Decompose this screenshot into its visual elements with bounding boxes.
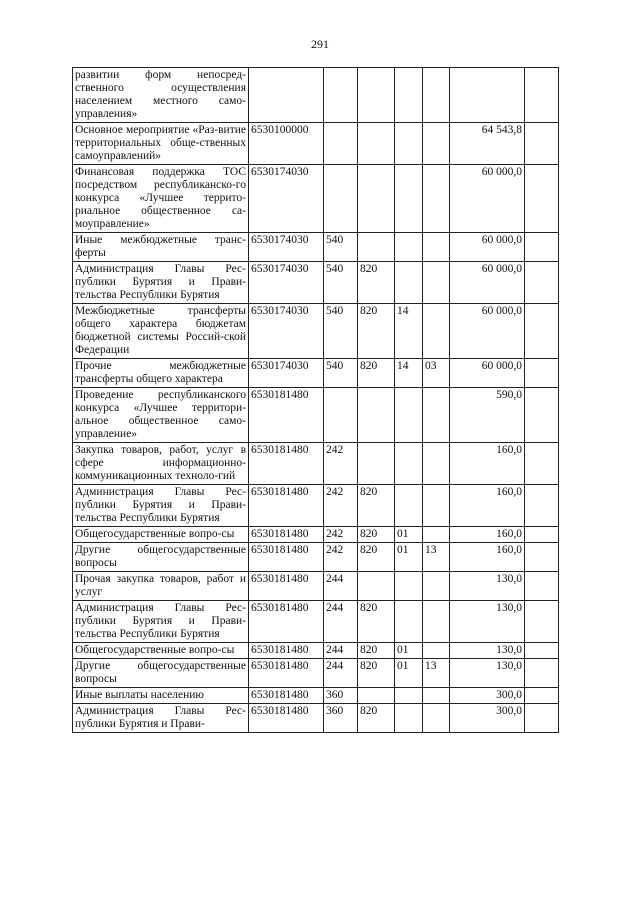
row-name-cell: Проведение республиканского конкурса «Лучшее территори-альное общественное само-управление» <box>73 388 249 443</box>
administrator-cell: 820 <box>358 359 395 388</box>
section-cell: 01 <box>395 643 423 659</box>
amount-cell: 300,0 <box>450 704 525 733</box>
target-code-cell: 6530174030 <box>249 359 324 388</box>
table-body <box>73 68 559 733</box>
table-row <box>73 659 559 688</box>
row-name-cell: Другие общегосударственные вопросы <box>73 543 249 572</box>
table-row <box>73 704 559 733</box>
subsection-cell <box>423 704 450 733</box>
target-code-cell: 6530181480 <box>249 688 324 704</box>
row-name-cell: Другие общегосударственные вопросы <box>73 659 249 688</box>
administrator-cell: 820 <box>358 304 395 359</box>
amount-cell: 590,0 <box>450 388 525 443</box>
expense-type-cell: 540 <box>324 262 358 304</box>
section-cell <box>395 443 423 485</box>
row-name-cell: Администрация Главы Рес-публики Бурятия и Прави-тельства Республики Бурятия <box>73 262 249 304</box>
section-cell: 14 <box>395 304 423 359</box>
target-code-cell: 6530181480 <box>249 527 324 543</box>
section-cell <box>395 233 423 262</box>
table-row <box>73 543 559 572</box>
target-code-cell <box>249 68 324 123</box>
subsection-cell: 03 <box>423 359 450 388</box>
expense-type-cell: 244 <box>324 601 358 643</box>
table-row <box>73 443 559 485</box>
empty-cell <box>525 443 559 485</box>
target-code-cell: 6530174030 <box>249 165 324 233</box>
subsection-cell <box>423 643 450 659</box>
section-cell <box>395 704 423 733</box>
empty-cell <box>525 688 559 704</box>
expense-type-cell: 242 <box>324 527 358 543</box>
subsection-cell <box>423 304 450 359</box>
row-name-cell: Межбюджетные трансферты общего характера бюджетам бюджетной системы Россий-ской Федерации <box>73 304 249 359</box>
amount-cell: 64 543,8 <box>450 123 525 165</box>
subsection-cell <box>423 233 450 262</box>
administrator-cell <box>358 165 395 233</box>
administrator-cell: 820 <box>358 643 395 659</box>
target-code-cell: 6530181480 <box>249 659 324 688</box>
empty-cell <box>525 543 559 572</box>
row-name-cell: Закупка товаров, работ, услуг в сфере информационно-коммуникационных техноло-гий <box>73 443 249 485</box>
amount-cell: 300,0 <box>450 688 525 704</box>
empty-cell <box>525 485 559 527</box>
row-name-cell: Иные межбюджетные транс-ферты <box>73 233 249 262</box>
empty-cell <box>525 262 559 304</box>
expense-type-cell: 540 <box>324 304 358 359</box>
expense-type-cell: 242 <box>324 443 358 485</box>
administrator-cell: 820 <box>358 543 395 572</box>
table-row <box>73 388 559 443</box>
section-cell: 14 <box>395 359 423 388</box>
row-name-cell: развитии форм непосред-ственного осуществления населением местного само-управления» <box>73 68 249 123</box>
subsection-cell <box>423 443 450 485</box>
administrator-cell: 820 <box>358 659 395 688</box>
table-row <box>73 527 559 543</box>
amount-cell: 130,0 <box>450 601 525 643</box>
empty-cell <box>525 572 559 601</box>
subsection-cell <box>423 485 450 527</box>
subsection-cell <box>423 165 450 233</box>
row-name-cell: Общегосударственные вопро-сы <box>73 643 249 659</box>
administrator-cell <box>358 68 395 123</box>
amount-cell: 130,0 <box>450 572 525 601</box>
administrator-cell <box>358 443 395 485</box>
table-row <box>73 485 559 527</box>
subsection-cell <box>423 601 450 643</box>
page-number: 291 <box>311 37 329 51</box>
expense-type-cell <box>324 165 358 233</box>
expense-type-cell <box>324 123 358 165</box>
table-row <box>73 688 559 704</box>
table-row <box>73 643 559 659</box>
section-cell <box>395 601 423 643</box>
empty-cell <box>525 527 559 543</box>
empty-cell <box>525 601 559 643</box>
target-code-cell: 6530181480 <box>249 704 324 733</box>
target-code-cell: 6530181480 <box>249 601 324 643</box>
table-row <box>73 68 559 123</box>
section-cell: 01 <box>395 659 423 688</box>
target-code-cell: 6530174030 <box>249 233 324 262</box>
row-name-cell: Прочая закупка товаров, работ и услуг <box>73 572 249 601</box>
table-row <box>73 572 559 601</box>
subsection-cell <box>423 388 450 443</box>
amount-cell: 60 000,0 <box>450 304 525 359</box>
expense-type-cell: 244 <box>324 643 358 659</box>
subsection-cell: 13 <box>423 543 450 572</box>
section-cell <box>395 262 423 304</box>
row-name-cell: Основное мероприятие «Раз-витие территориальных обще-ственных самоуправлений» <box>73 123 249 165</box>
row-name-cell: Прочие межбюджетные трансферты общего характера <box>73 359 249 388</box>
subsection-cell <box>423 688 450 704</box>
subsection-cell <box>423 262 450 304</box>
target-code-cell: 6530181480 <box>249 485 324 527</box>
row-name-cell: Администрация Главы Рес-публики Бурятия и Прави- <box>73 704 249 733</box>
table-row <box>73 123 559 165</box>
target-code-cell: 6530174030 <box>249 262 324 304</box>
expense-type-cell <box>324 388 358 443</box>
administrator-cell <box>358 688 395 704</box>
subsection-cell <box>423 572 450 601</box>
empty-cell <box>525 643 559 659</box>
administrator-cell: 820 <box>358 485 395 527</box>
target-code-cell: 6530181480 <box>249 543 324 572</box>
empty-cell <box>525 123 559 165</box>
expense-type-cell <box>324 68 358 123</box>
target-code-cell: 6530181480 <box>249 443 324 485</box>
administrator-cell <box>358 233 395 262</box>
administrator-cell: 820 <box>358 601 395 643</box>
empty-cell <box>525 304 559 359</box>
expense-type-cell: 242 <box>324 485 358 527</box>
subsection-cell: 13 <box>423 659 450 688</box>
target-code-cell: 6530181480 <box>249 643 324 659</box>
administrator-cell: 820 <box>358 704 395 733</box>
amount-cell: 60 000,0 <box>450 233 525 262</box>
amount-cell: 160,0 <box>450 485 525 527</box>
empty-cell <box>525 359 559 388</box>
empty-cell <box>525 659 559 688</box>
amount-cell: 160,0 <box>450 527 525 543</box>
empty-cell <box>525 165 559 233</box>
subsection-cell <box>423 527 450 543</box>
row-name-cell: Администрация Главы Рес-публики Бурятия и Прави-тельства Республики Бурятия <box>73 485 249 527</box>
budget-table <box>72 67 559 733</box>
table-row <box>73 165 559 233</box>
expense-type-cell: 540 <box>324 233 358 262</box>
expense-type-cell: 244 <box>324 659 358 688</box>
section-cell <box>395 165 423 233</box>
administrator-cell <box>358 572 395 601</box>
expense-type-cell: 244 <box>324 572 358 601</box>
row-name-cell: Общегосударственные вопро-сы <box>73 527 249 543</box>
administrator-cell: 820 <box>358 262 395 304</box>
section-cell: 01 <box>395 527 423 543</box>
section-cell <box>395 485 423 527</box>
amount-cell: 60 000,0 <box>450 262 525 304</box>
row-name-cell: Иные выплаты населению <box>73 688 249 704</box>
target-code-cell: 6530181480 <box>249 388 324 443</box>
section-cell <box>395 68 423 123</box>
section-cell <box>395 688 423 704</box>
amount-cell: 130,0 <box>450 659 525 688</box>
target-code-cell: 6530181480 <box>249 572 324 601</box>
subsection-cell <box>423 123 450 165</box>
table-row <box>73 304 559 359</box>
section-cell <box>395 388 423 443</box>
administrator-cell <box>358 388 395 443</box>
row-name-cell: Администрация Главы Рес-публики Бурятия и Прави-тельства Республики Бурятия <box>73 601 249 643</box>
administrator-cell: 820 <box>358 527 395 543</box>
administrator-cell <box>358 123 395 165</box>
expense-type-cell: 540 <box>324 359 358 388</box>
section-cell: 01 <box>395 543 423 572</box>
section-cell <box>395 123 423 165</box>
amount-cell <box>450 68 525 123</box>
empty-cell <box>525 388 559 443</box>
empty-cell <box>525 233 559 262</box>
empty-cell <box>525 68 559 123</box>
table-row <box>73 359 559 388</box>
amount-cell: 60 000,0 <box>450 165 525 233</box>
amount-cell: 160,0 <box>450 543 525 572</box>
table-row <box>73 233 559 262</box>
expense-type-cell: 360 <box>324 688 358 704</box>
amount-cell: 130,0 <box>450 643 525 659</box>
amount-cell: 60 000,0 <box>450 359 525 388</box>
amount-cell: 160,0 <box>450 443 525 485</box>
expense-type-cell: 360 <box>324 704 358 733</box>
section-cell <box>395 572 423 601</box>
table-row <box>73 262 559 304</box>
expense-type-cell: 242 <box>324 543 358 572</box>
subsection-cell <box>423 68 450 123</box>
row-name-cell: Финансовая поддержка ТОС посредством республиканско-го конкурса «Лучшее террито-риальное общественное са-моуправление» <box>73 165 249 233</box>
table-row <box>73 601 559 643</box>
target-code-cell: 6530174030 <box>249 304 324 359</box>
empty-cell <box>525 704 559 733</box>
target-code-cell: 6530100000 <box>249 123 324 165</box>
